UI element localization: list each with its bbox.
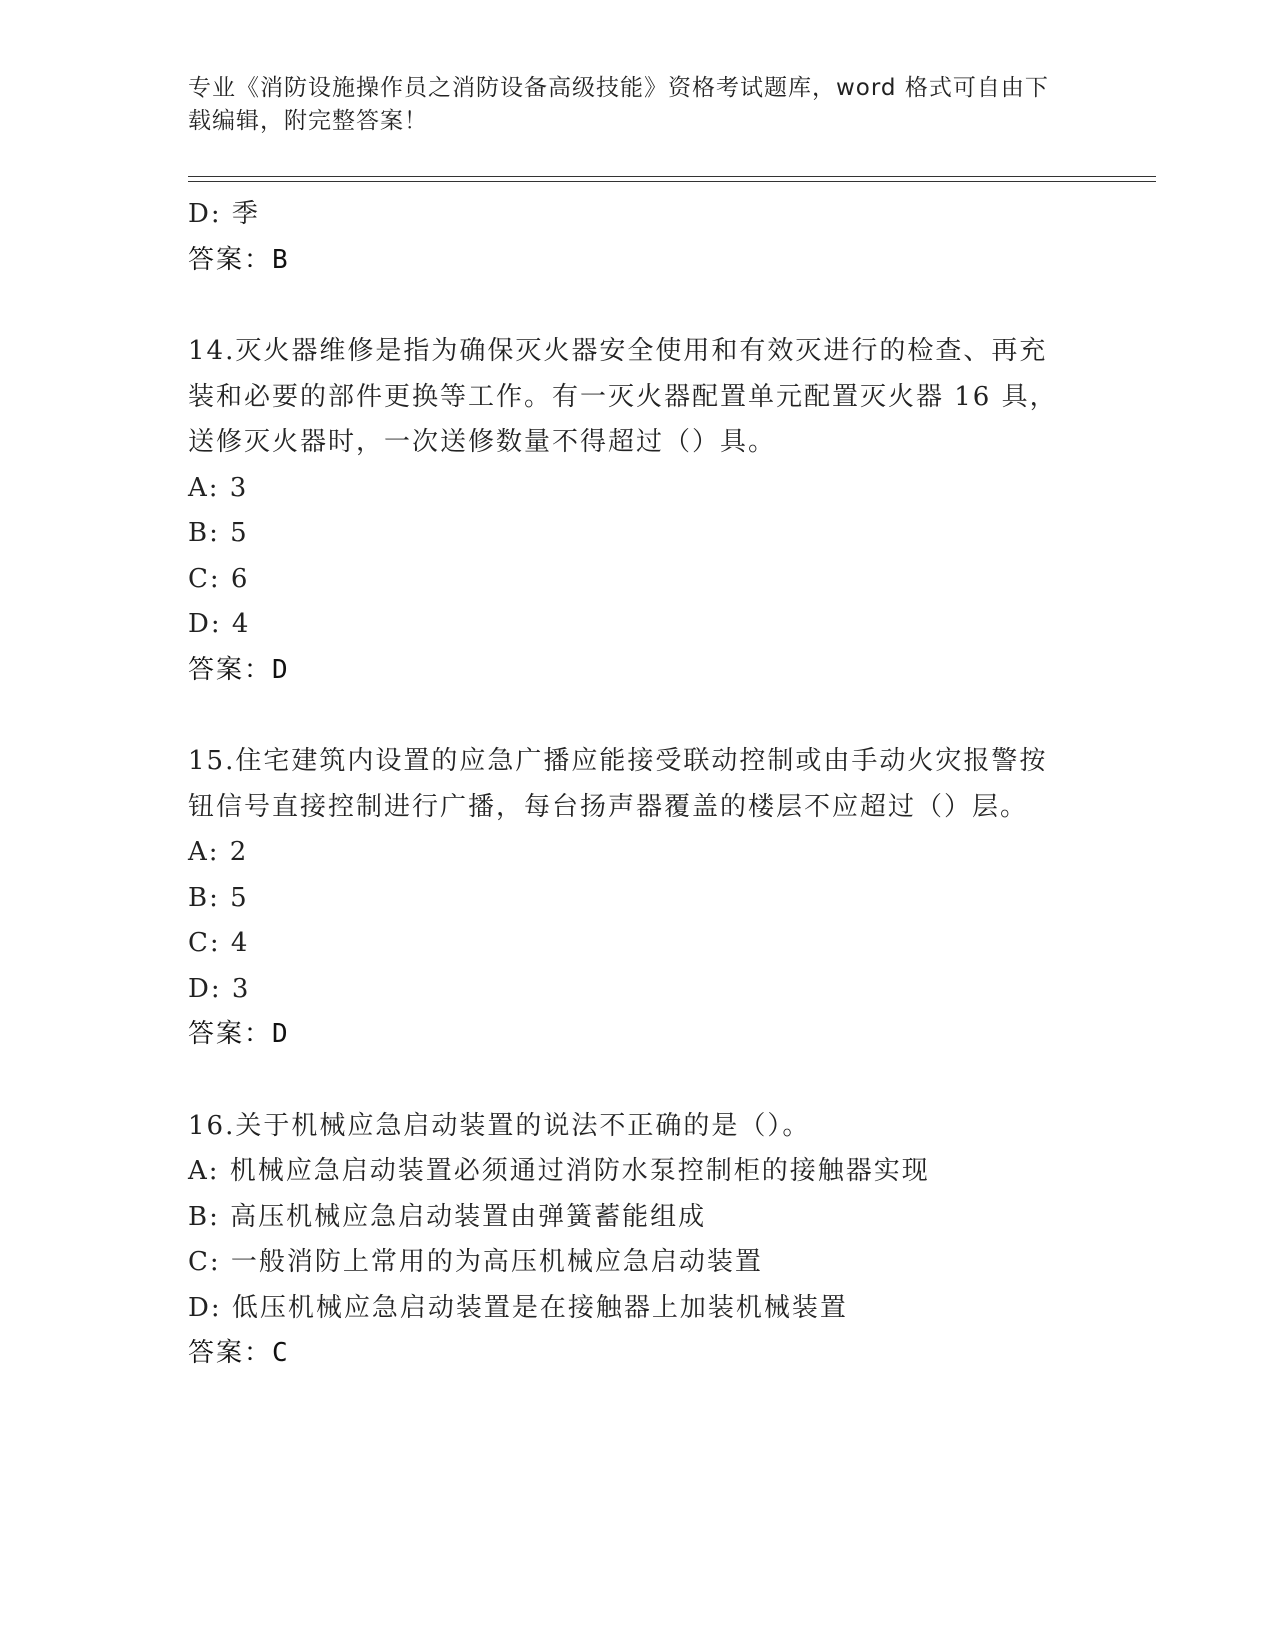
answer-line — [188, 238, 1068, 284]
option-a: A: 3 — [188, 472, 249, 503]
option-c: C: 一般消防上常用的为高压机械应急启动装置 — [188, 1247, 763, 1277]
question-16 — [188, 1104, 1068, 1377]
option-a: A: 2 — [188, 837, 249, 867]
header-line-1: 专业《消防设施操作员之消防设备高级技能》资格考试题库，word 格式可自由下 — [188, 75, 1049, 101]
option-b: B: 5 — [188, 882, 249, 913]
answer-value: D — [272, 654, 290, 685]
spacer — [188, 1058, 1088, 1104]
answer-line — [188, 648, 1068, 694]
question-text-line: 装和必要的部件更换等工作。有一灭火器配置单元配置灭火器 16 具， — [188, 381, 1058, 412]
option-b: B: 5 — [188, 518, 249, 548]
answer-line — [188, 1331, 1068, 1377]
spacer — [188, 693, 1088, 739]
header-line-2: 载编辑，附完整答案！ — [188, 108, 428, 134]
document-body — [188, 192, 1088, 1377]
question-text-line: 钮信号直接控制进行广播，每台扬声器覆盖的楼层不应超过（）层。 — [188, 791, 1029, 822]
option-d: D: 4 — [188, 609, 251, 639]
question-text-line: 15.住宅建筑内设置的应急广播应能接受联动控制或由手动火灾报警按 — [188, 746, 1048, 776]
header-divider-top — [188, 176, 1156, 177]
previous-question-tail — [188, 192, 1068, 283]
answer-label: 答案： — [188, 1338, 273, 1368]
answer-label: 答案： — [188, 244, 273, 275]
answer-label: 答案： — [188, 1019, 273, 1049]
option-d: D: 3 — [188, 973, 251, 1004]
option-d: D: 季 — [188, 199, 260, 229]
question-text-line: 14.灭火器维修是指为确保灭火器安全使用和有效灭进行的检查、再充 — [188, 336, 1048, 366]
answer-label: 答案： — [188, 654, 273, 685]
question-15 — [188, 739, 1068, 1058]
question-text-line: 16.关于机械应急启动装置的说法不正确的是（）。 — [188, 1110, 811, 1141]
answer-value: D — [272, 1019, 290, 1049]
document-header — [188, 72, 1068, 138]
option-c: C: 6 — [188, 563, 250, 594]
option-b: B: 高压机械应急启动装置由弹簧蓄能组成 — [188, 1201, 707, 1232]
answer-value: B — [272, 244, 290, 275]
question-14 — [188, 329, 1068, 693]
question-text-line: 送修灭火器时，一次送修数量不得超过（）具。 — [188, 427, 777, 457]
option-d: D: 低压机械应急启动装置是在接触器上加装机械装置 — [188, 1292, 848, 1323]
spacer — [188, 283, 1088, 329]
option-c: C: 4 — [188, 928, 250, 958]
header-divider-bottom — [188, 181, 1156, 182]
option-a: A: 机械应急启动装置必须通过消防水泵控制柜的接触器实现 — [188, 1156, 930, 1186]
answer-value: C — [272, 1338, 290, 1368]
answer-line — [188, 1012, 1068, 1058]
